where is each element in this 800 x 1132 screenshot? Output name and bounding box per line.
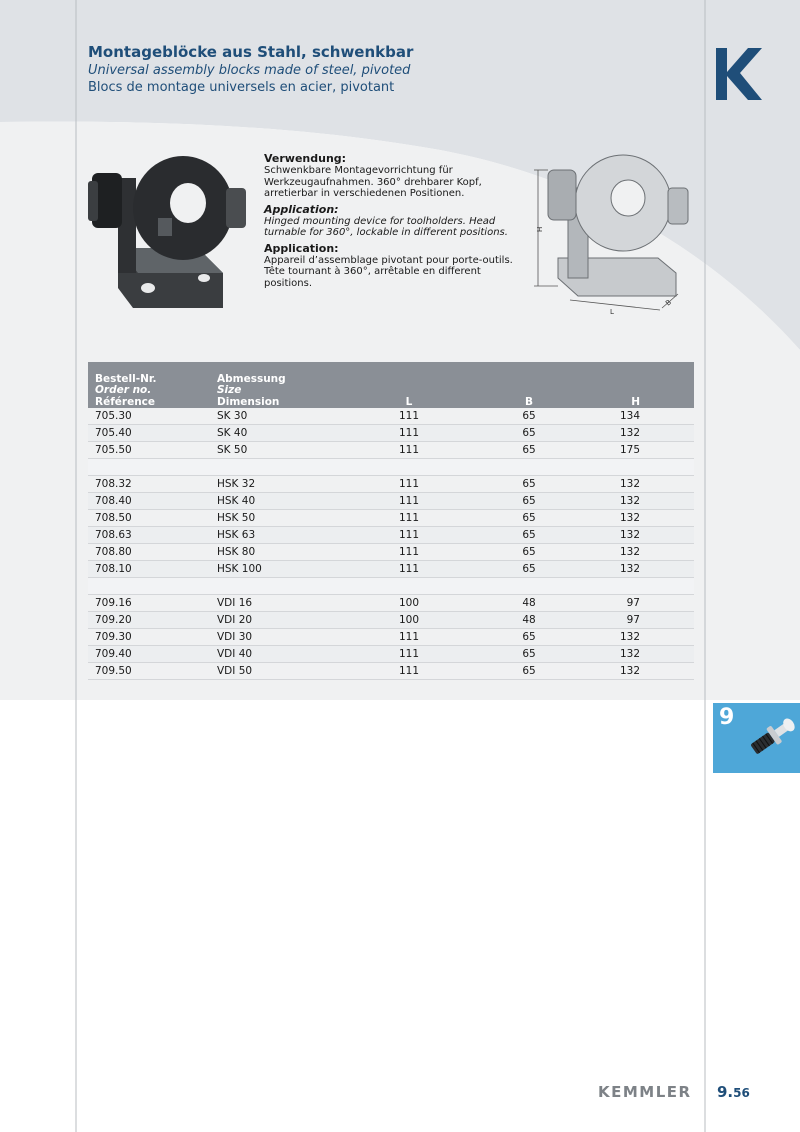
title-english: Universal assembly blocks made of steel, pivoted xyxy=(88,63,411,78)
description-text-en: Hinged mounting device for toolholders. Head turnable for 360°, lockable in different positions. xyxy=(264,215,508,238)
page-title-block xyxy=(88,43,413,96)
cell-b: 65 xyxy=(474,510,584,527)
cell-order-no: 709.16 xyxy=(88,595,210,612)
cell-h: 132 xyxy=(584,425,694,442)
cell-l: 111 xyxy=(344,544,474,561)
description-heading-de: Verwendung: xyxy=(264,152,347,165)
cell-h: 132 xyxy=(584,510,694,527)
cell-dimension: SK 40 xyxy=(210,425,344,442)
description-text-fr: Appareil d’assemblage pivotant pour porte-outils. Tête tournant à 360°, arrêtable en different positions. xyxy=(264,254,513,289)
table-row xyxy=(88,425,694,442)
table-row xyxy=(88,408,694,425)
dimension-l-label: L xyxy=(610,308,614,316)
cell-order-no: 708.80 xyxy=(88,544,210,561)
cell-b: 65 xyxy=(474,527,584,544)
footer-brand: KEMMLER xyxy=(598,1083,692,1101)
specification-table xyxy=(88,362,694,680)
cell-h: 132 xyxy=(584,561,694,578)
dimension-h-label: H xyxy=(536,226,544,232)
table-row xyxy=(88,561,694,578)
table-row xyxy=(88,476,694,493)
cell-dimension: SK 50 xyxy=(210,442,344,459)
header-h: H xyxy=(584,362,694,408)
product-photo xyxy=(88,148,248,318)
cell-h: 97 xyxy=(584,595,694,612)
application-description xyxy=(264,152,514,292)
cell-h: 175 xyxy=(584,442,694,459)
description-heading-en: Application: xyxy=(264,202,339,216)
table-row xyxy=(88,510,694,527)
cell-l: 111 xyxy=(344,476,474,493)
cell-l: 111 xyxy=(344,442,474,459)
table-row xyxy=(88,629,694,646)
cell-b: 65 xyxy=(474,408,584,425)
cell-order-no: 709.20 xyxy=(88,612,210,629)
table-header-row xyxy=(88,362,694,408)
cell-h: 132 xyxy=(584,476,694,493)
cell-h: 132 xyxy=(584,527,694,544)
cell-l: 100 xyxy=(344,595,474,612)
cell-dimension: HSK 40 xyxy=(210,493,344,510)
cell-dimension: VDI 16 xyxy=(210,595,344,612)
cell-l: 111 xyxy=(344,561,474,578)
table-row xyxy=(88,493,694,510)
cell-b: 65 xyxy=(474,476,584,493)
cell-order-no: 708.10 xyxy=(88,561,210,578)
cell-order-no: 709.50 xyxy=(88,663,210,680)
cell-b: 65 xyxy=(474,629,584,646)
cell-order-no: 705.30 xyxy=(88,408,210,425)
cell-b: 48 xyxy=(474,612,584,629)
cell-dimension: HSK 100 xyxy=(210,561,344,578)
kemmler-k-logo xyxy=(714,46,764,102)
cell-b: 65 xyxy=(474,425,584,442)
separator-cell xyxy=(88,459,694,476)
cell-h: 97 xyxy=(584,612,694,629)
cell-order-no: 708.63 xyxy=(88,527,210,544)
cell-b: 65 xyxy=(474,544,584,561)
cell-order-no: 705.40 xyxy=(88,425,210,442)
cell-l: 111 xyxy=(344,510,474,527)
cell-l: 111 xyxy=(344,527,474,544)
cell-l: 111 xyxy=(344,408,474,425)
group-separator-row xyxy=(88,578,694,595)
cell-l: 111 xyxy=(344,493,474,510)
technical-drawing xyxy=(528,148,698,318)
description-heading-fr: Application: xyxy=(264,241,339,255)
cell-h: 134 xyxy=(584,408,694,425)
cell-dimension: HSK 32 xyxy=(210,476,344,493)
table-row xyxy=(88,544,694,561)
page-number: 9.56 xyxy=(717,1083,750,1101)
cell-dimension: HSK 50 xyxy=(210,510,344,527)
cell-b: 48 xyxy=(474,595,584,612)
cell-h: 132 xyxy=(584,646,694,663)
cell-dimension: VDI 40 xyxy=(210,646,344,663)
cell-order-no: 708.40 xyxy=(88,493,210,510)
table-row xyxy=(88,663,694,680)
title-french: Blocs de montage universels en acier, pivotant xyxy=(88,80,395,95)
table-row xyxy=(88,442,694,459)
cell-b: 65 xyxy=(474,561,584,578)
cell-dimension: VDI 20 xyxy=(210,612,344,629)
table-row xyxy=(88,527,694,544)
separator-cell xyxy=(88,578,694,595)
cell-h: 132 xyxy=(584,544,694,561)
cell-order-no: 708.32 xyxy=(88,476,210,493)
cell-h: 132 xyxy=(584,493,694,510)
cell-order-no: 709.40 xyxy=(88,646,210,663)
pull-stud-icon xyxy=(731,711,800,771)
table-row xyxy=(88,612,694,629)
cell-b: 65 xyxy=(474,663,584,680)
cell-l: 111 xyxy=(344,629,474,646)
cell-l: 111 xyxy=(344,425,474,442)
header-l: L xyxy=(344,362,474,408)
header-dimension: Abmessung Size Dimension xyxy=(210,362,344,408)
cell-b: 65 xyxy=(474,646,584,663)
cell-dimension: VDI 30 xyxy=(210,629,344,646)
cell-dimension: VDI 50 xyxy=(210,663,344,680)
title-german: Montageblöcke aus Stahl, schwenkbar xyxy=(88,43,414,61)
cell-h: 132 xyxy=(584,663,694,680)
cell-h: 132 xyxy=(584,629,694,646)
cell-b: 65 xyxy=(474,493,584,510)
chapter-tab[interactable] xyxy=(713,703,800,773)
cell-l: 111 xyxy=(344,646,474,663)
header-order-no: Bestell-Nr. Order no. Référence xyxy=(88,362,210,408)
cell-b: 65 xyxy=(474,442,584,459)
group-separator-row xyxy=(88,459,694,476)
dimension-b-label: B xyxy=(664,298,673,308)
cell-dimension: HSK 80 xyxy=(210,544,344,561)
cell-dimension: SK 30 xyxy=(210,408,344,425)
cell-order-no: 709.30 xyxy=(88,629,210,646)
table-row xyxy=(88,595,694,612)
cell-order-no: 708.50 xyxy=(88,510,210,527)
cell-l: 111 xyxy=(344,663,474,680)
description-text-de: Schwenkbare Montagevorrichtung für Werkzeugaufnahmen. 360° drehbarer Kopf, arretierbar in verschiedenen Positionen. xyxy=(264,165,482,199)
table-row xyxy=(88,646,694,663)
chapter-number: 9 xyxy=(719,705,735,730)
cell-l: 100 xyxy=(344,612,474,629)
cell-order-no: 705.50 xyxy=(88,442,210,459)
cell-dimension: HSK 63 xyxy=(210,527,344,544)
header-b: B xyxy=(474,362,584,408)
